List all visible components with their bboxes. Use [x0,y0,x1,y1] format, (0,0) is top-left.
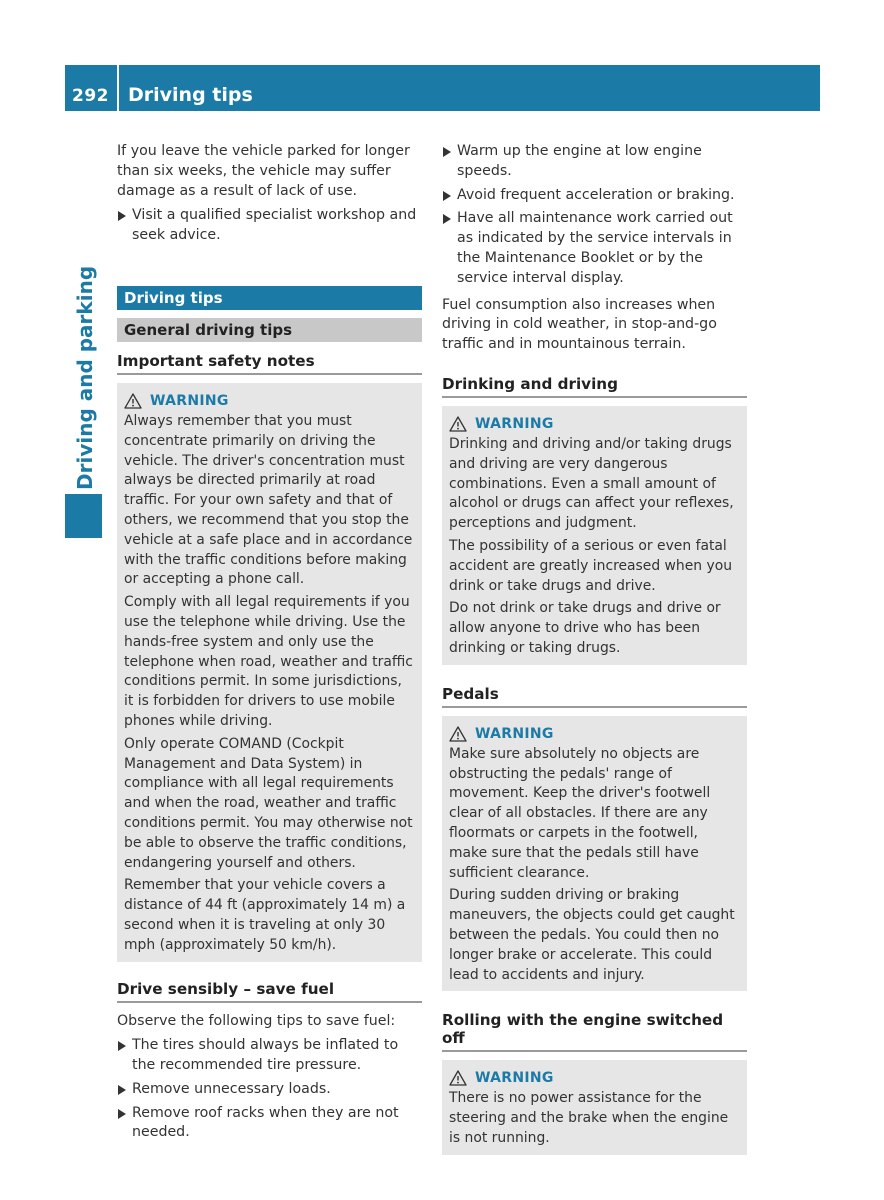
list-item-text: Have all maintenance work carried out as indicated by the service intervals in the Maintenance Booklet or by the service interval display. [457,210,733,286]
list-item-text: Avoid frequent acceleration or braking. [457,186,735,203]
page-number: 292 [72,86,109,106]
section-heading: Driving tips [117,286,422,310]
rolling-heading: Rolling with the engine switched off [442,1011,747,1052]
bullet-triangle-icon [118,1041,126,1051]
pedals-warning-box [442,716,747,992]
fuel-note: Fuel consumption also increases when driving in cold weather, in stop-and-go traffic and in mountainous terrain. [442,296,717,353]
warning-header [449,1067,740,1089]
warning-header [124,390,415,412]
list-item [117,1036,422,1076]
warning-paragraph: Comply with all legal requirements if you use the telephone while driving. Use the hands-free system and only use the telephone when road, weather and traffic conditions permit. In some jurisdictions, it is forbidden for drivers to use mobile phones while driving. [124,594,413,729]
intro-paragraph: If you leave the vehicle parked for longer than six weeks, the vehicle may suffer damage as a result of lack of use. [117,143,410,199]
warning-paragraph: Remember that your vehicle covers a distance of 44 ft (approximately 14 m) a second when it is traveling at only 30 mph (approximately 50 km/h). [124,877,406,953]
warning-paragraph: Always remember that you must concentrate primarily on driving the vehicle. The driver's concentration must always be directed primarily at road traffic. For your own safety and that of others, we recommend that you stop the vehicle at a safe place and in accordance with the traffic conditions before making or accepting a phone call. [124,412,413,588]
side-tab-marker [65,494,102,538]
header-divider [117,65,119,111]
rolling-warning-box [442,1060,747,1154]
warning-paragraph: During sudden driving or braking maneuvers, the objects could get caught between the pedals. You could then no longer brake or accelerate. This could lead to accidents and injury. [449,887,735,983]
safety-warning-box [117,383,422,962]
warning-triangle-icon [449,1070,467,1086]
warning-header [449,723,740,745]
list-item-text: Warm up the engine at low engine speeds. [457,143,702,179]
list-item [442,142,747,182]
subsection-heading: General driving tips [117,318,422,342]
warning-label: WARNING [475,1070,554,1087]
right-column [442,142,747,1155]
bullet-triangle-icon [443,147,451,157]
list-item [117,1104,422,1144]
bullet-triangle-icon [443,214,451,224]
warning-triangle-icon [124,393,142,409]
warning-label: WARNING [475,415,554,432]
list-item-text: Remove unnecessary loads. [132,1080,331,1097]
safety-notes-heading: Important safety notes [117,352,422,375]
left-column [117,142,422,1143]
warning-header [449,413,740,435]
list-item-text: Visit a qualified specialist workshop and seek advice. [132,207,417,244]
pedals-heading: Pedals [442,685,747,708]
warning-paragraph: Only operate COMAND (Cockpit Management and Data System) in compliance with all legal requirements and when the road, weather and traffic conditions permit. You may otherwise not be able to observe the traffic conditions, endangering yourself and others. [124,735,413,871]
bullet-triangle-icon [118,1109,126,1119]
warning-paragraph: There is no power assistance for the steering and the brake when the engine is not running. [449,1090,729,1146]
side-tab-title: Driving and parking [73,265,97,490]
warning-paragraph: Make sure absolutely no objects are obstructing the pedals' range of movement. Keep the driver's footwell clear of all obstacles. If there are any floormats or carpets in the footwell, make sure that the pedals still have sufficient clearance. [449,745,711,881]
warning-paragraph: The possibility of a serious or even fatal accident are greatly increased when you drink or take drugs and drive. [449,537,733,594]
warning-paragraph: Do not drink or take drugs and drive or allow anyone to drive who has been drinking or taking drugs. [449,600,721,656]
bullet-triangle-icon [118,211,126,221]
list-item-text: Remove roof racks when they are not needed. [132,1104,399,1141]
warning-triangle-icon [449,726,467,742]
bullet-triangle-icon [118,1085,126,1095]
list-item [117,1080,422,1100]
drinking-heading: Drinking and driving [442,375,747,398]
list-item [442,186,747,206]
fuel-intro: Observe the following tips to save fuel: [117,1012,396,1029]
list-item-text: The tires should always be inflated to the recommended tire pressure. [132,1037,399,1074]
drinking-warning-box [442,406,747,665]
fuel-heading: Drive sensibly – save fuel [117,980,422,1003]
warning-label: WARNING [475,725,554,742]
warning-label: WARNING [150,392,229,409]
page-title: Driving tips [128,84,253,106]
warning-triangle-icon [449,416,467,432]
list-item [117,206,422,246]
bullet-triangle-icon [443,191,451,201]
list-item [442,209,747,288]
warning-paragraph: Drinking and driving and/or taking drugs and driving are very dangerous combinations. Even a small amount of alcohol or drugs can affect your reflexes, perceptions and judgment. [449,435,734,532]
